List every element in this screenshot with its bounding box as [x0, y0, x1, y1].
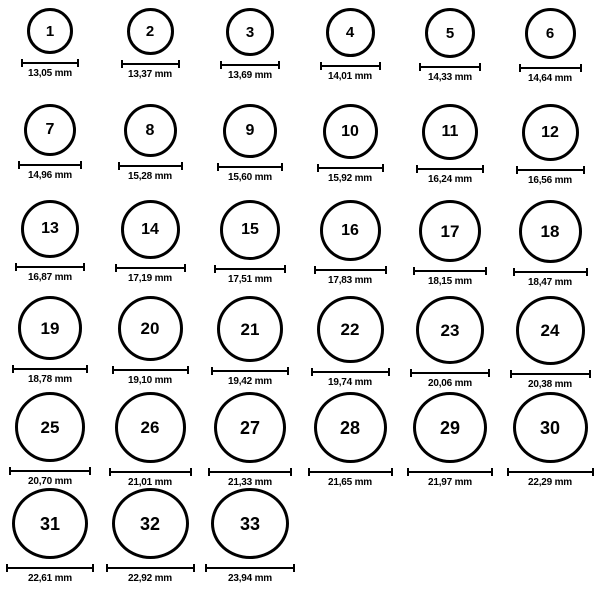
ring-diameter-label: 22,92 mm: [128, 573, 172, 584]
ring-size-number: 9: [245, 122, 255, 139]
ring-circle: [118, 296, 183, 361]
ring-size-number: 12: [541, 123, 559, 141]
ring-size-cell[interactable]: [300, 8, 400, 104]
caliper-tick-right: [278, 61, 280, 69]
caliper-tick-right: [388, 368, 390, 376]
ring-size-number: 10: [341, 122, 359, 140]
ring-circle: [217, 296, 283, 362]
caliper-tick-left: [519, 64, 521, 72]
caliper-tick-left: [106, 564, 108, 572]
caliper-tick-right: [580, 64, 582, 72]
diameter-caliper-icon: [208, 468, 292, 475]
caliper-bar: [18, 164, 82, 166]
diameter-caliper-icon: [416, 165, 484, 172]
caliper-tick-right: [178, 60, 180, 68]
ring-diameter-label: 21,01 mm: [128, 477, 172, 488]
ring-circle: [211, 488, 289, 559]
ring-diameter-label: 19,42 mm: [228, 376, 272, 387]
ring-measure: [121, 60, 180, 80]
caliper-tick-left: [419, 63, 421, 71]
caliper-tick-right: [488, 369, 490, 377]
caliper-tick-left: [407, 468, 409, 476]
caliper-tick-left: [314, 266, 316, 274]
ring-circle: [223, 104, 277, 158]
ring-circle: [525, 8, 576, 59]
caliper-tick-left: [317, 164, 319, 172]
ring-measure: [510, 370, 591, 390]
diameter-caliper-icon: [9, 467, 91, 474]
ring-measure: [519, 64, 582, 84]
ring-diameter-label: 15,28 mm: [128, 171, 172, 182]
ring-size-number: 4: [345, 24, 355, 41]
ring-circle: [121, 200, 180, 259]
ring-size-cell[interactable]: [400, 200, 500, 296]
ring-size-cell[interactable]: [200, 296, 300, 392]
ring-size-number: 29: [439, 417, 461, 438]
ring-size-number: 26: [140, 418, 160, 437]
ring-measure: [220, 61, 280, 81]
ring-measure: [18, 161, 82, 181]
ring-circle: [27, 8, 73, 54]
diameter-caliper-icon: [320, 62, 381, 69]
caliper-tick-left: [516, 166, 518, 174]
diameter-caliper-icon: [513, 268, 588, 275]
ring-size-number: 30: [539, 417, 561, 438]
ring-size-number: 31: [39, 513, 61, 534]
ring-size-number: 18: [540, 222, 560, 241]
ring-measure: [12, 365, 88, 385]
caliper-tick-left: [308, 468, 310, 476]
caliper-tick-right: [290, 468, 292, 476]
diameter-caliper-icon: [308, 468, 393, 475]
ring-diameter-label: 13,37 mm: [128, 69, 172, 80]
caliper-bar: [314, 269, 387, 271]
diameter-caliper-icon: [317, 164, 384, 171]
ring-size-number: 33: [239, 513, 261, 534]
ring-diameter-label: 16,24 mm: [428, 174, 472, 185]
ring-measure: [211, 367, 289, 387]
ring-size-number: 5: [445, 24, 455, 42]
ring-size-cell[interactable]: [300, 104, 400, 200]
ring-size-number: 7: [45, 121, 55, 138]
caliper-tick-right: [284, 265, 286, 273]
caliper-bar: [15, 266, 85, 268]
ring-diameter-label: 20,70 mm: [28, 476, 72, 487]
caliper-bar: [513, 271, 588, 273]
diameter-caliper-icon: [410, 369, 490, 376]
ring-size-cell[interactable]: [400, 104, 500, 200]
ring-diameter-label: 14,01 mm: [328, 71, 372, 82]
ring-circle: [425, 8, 475, 58]
ring-diameter-label: 17,83 mm: [328, 275, 372, 286]
caliper-tick-right: [491, 468, 493, 476]
ring-size-number: 11: [441, 123, 459, 140]
diameter-caliper-icon: [121, 60, 180, 67]
ring-size-number: 14: [141, 220, 159, 238]
ring-diameter-label: 21,65 mm: [328, 477, 372, 488]
caliper-tick-left: [413, 267, 415, 275]
ring-measure: [15, 263, 85, 283]
ring-size-cell[interactable]: [200, 8, 300, 104]
ring-size-cell[interactable]: [100, 200, 200, 296]
ring-circle: [12, 488, 88, 559]
caliper-tick-left: [118, 162, 120, 170]
caliper-tick-left: [220, 61, 222, 69]
caliper-tick-right: [80, 161, 82, 169]
ring-diameter-label: 15,92 mm: [328, 173, 372, 184]
diameter-caliper-icon: [311, 368, 390, 375]
caliper-bar: [211, 370, 289, 372]
ring-circle: [320, 200, 381, 261]
ring-size-cell[interactable]: [200, 488, 300, 584]
caliper-bar: [121, 63, 180, 65]
caliper-tick-left: [205, 564, 207, 572]
caliper-bar: [507, 471, 594, 473]
ring-size-cell[interactable]: [100, 488, 200, 584]
ring-size-number: 32: [139, 513, 161, 534]
caliper-tick-right: [83, 263, 85, 271]
ring-measure: [106, 564, 195, 584]
caliper-tick-right: [187, 366, 189, 374]
caliper-tick-right: [586, 268, 588, 276]
diameter-caliper-icon: [413, 267, 487, 274]
caliper-bar: [220, 64, 280, 66]
caliper-tick-left: [513, 268, 515, 276]
ring-diameter-label: 18,47 mm: [528, 277, 572, 288]
caliper-tick-left: [510, 370, 512, 378]
caliper-bar: [317, 167, 384, 169]
ring-size-number: 28: [339, 417, 361, 438]
ring-measure: [314, 266, 387, 286]
ring-size-number: 19: [40, 318, 60, 338]
diameter-caliper-icon: [106, 564, 195, 571]
ring-circle: [422, 104, 478, 160]
caliper-bar: [510, 373, 591, 375]
caliper-tick-right: [86, 365, 88, 373]
ring-size-number: 20: [140, 319, 160, 338]
ring-size-cell[interactable]: [0, 488, 100, 584]
ring-circle: [519, 200, 582, 263]
diameter-caliper-icon: [15, 263, 85, 270]
diameter-caliper-icon: [18, 161, 82, 168]
ring-size-number: 17: [440, 221, 460, 241]
ring-diameter-label: 14,96 mm: [28, 170, 72, 181]
ring-circle: [226, 8, 274, 56]
ring-diameter-label: 16,87 mm: [28, 272, 72, 283]
caliper-tick-right: [181, 162, 183, 170]
ring-measure: [21, 59, 79, 79]
ring-size-cell[interactable]: [200, 104, 300, 200]
diameter-caliper-icon: [419, 63, 481, 70]
caliper-tick-left: [507, 468, 509, 476]
ring-circle: [317, 296, 384, 363]
ring-size-cell[interactable]: [500, 296, 600, 392]
ring-measure: [410, 369, 490, 389]
caliper-tick-right: [592, 468, 594, 476]
ring-measure: [413, 267, 487, 287]
ring-size-cell[interactable]: [400, 296, 500, 392]
caliper-tick-right: [385, 266, 387, 274]
ring-circle: [18, 296, 82, 360]
ring-diameter-label: 18,78 mm: [28, 374, 72, 385]
caliper-tick-left: [6, 564, 8, 572]
caliper-bar: [112, 369, 189, 371]
ring-size-cell[interactable]: [400, 8, 500, 104]
caliper-tick-left: [9, 467, 11, 475]
caliper-tick-right: [482, 165, 484, 173]
diameter-caliper-icon: [510, 370, 591, 377]
caliper-tick-right: [281, 163, 283, 171]
caliper-tick-right: [193, 564, 195, 572]
caliper-tick-left: [12, 365, 14, 373]
caliper-bar: [519, 67, 582, 69]
ring-measure: [205, 564, 295, 584]
ring-measure: [9, 467, 91, 487]
caliper-bar: [413, 270, 487, 272]
caliper-tick-left: [320, 62, 322, 70]
caliper-bar: [118, 165, 183, 167]
ring-size-number: 23: [440, 320, 460, 340]
ring-diameter-label: 15,60 mm: [228, 172, 272, 183]
caliper-bar: [311, 371, 390, 373]
ring-diameter-label: 22,29 mm: [528, 477, 572, 488]
ring-diameter-label: 13,05 mm: [28, 68, 72, 79]
caliper-tick-left: [15, 263, 17, 271]
diameter-caliper-icon: [314, 266, 387, 273]
ring-size-cell[interactable]: [200, 200, 300, 296]
caliper-tick-right: [190, 468, 192, 476]
ring-circle: [413, 392, 487, 463]
caliper-bar: [214, 268, 286, 270]
ring-measure: [311, 368, 390, 388]
ring-diameter-label: 21,97 mm: [428, 477, 472, 488]
caliper-tick-right: [89, 467, 91, 475]
ring-measure: [513, 268, 588, 288]
ring-size-cell[interactable]: [300, 392, 400, 488]
caliper-tick-right: [382, 164, 384, 172]
caliper-tick-left: [211, 367, 213, 375]
caliper-tick-right: [391, 468, 393, 476]
ring-circle: [21, 200, 79, 258]
ring-circle: [326, 8, 375, 57]
caliper-bar: [208, 471, 292, 473]
ring-size-cell[interactable]: [0, 8, 100, 104]
ring-diameter-label: 23,94 mm: [228, 573, 272, 584]
ring-circle: [124, 104, 177, 157]
ring-size-number: 24: [540, 321, 560, 340]
caliper-tick-left: [18, 161, 20, 169]
caliper-tick-right: [379, 62, 381, 70]
ring-size-cell[interactable]: [100, 296, 200, 392]
ring-size-number: 1: [45, 22, 55, 40]
ring-size-number: 22: [340, 320, 360, 339]
ring-circle: [416, 296, 484, 364]
caliper-tick-left: [208, 468, 210, 476]
caliper-tick-left: [21, 59, 23, 67]
caliper-tick-left: [410, 369, 412, 377]
caliper-bar: [9, 470, 91, 472]
ring-measure: [507, 468, 594, 488]
ring-size-cell[interactable]: [400, 392, 500, 488]
ring-measure: [6, 564, 94, 584]
caliper-tick-left: [416, 165, 418, 173]
ring-circle: [323, 104, 378, 159]
ring-measure: [407, 468, 493, 488]
ring-size-number: 25: [40, 417, 60, 437]
ring-circle: [522, 104, 579, 161]
caliper-bar: [419, 66, 481, 68]
diameter-caliper-icon: [118, 162, 183, 169]
ring-size-number: 2: [145, 23, 155, 40]
ring-size-cell[interactable]: [0, 104, 100, 200]
ring-measure: [112, 366, 189, 386]
ring-circle: [513, 392, 588, 463]
ring-size-number: 15: [241, 221, 259, 238]
ring-circle: [24, 104, 76, 156]
ring-size-cell[interactable]: [500, 8, 600, 104]
ring-measure: [214, 265, 286, 285]
caliper-bar: [115, 267, 186, 269]
ring-size-cell[interactable]: [200, 392, 300, 488]
ring-measure: [118, 162, 183, 182]
ring-measure: [416, 165, 484, 185]
diameter-caliper-icon: [220, 61, 280, 68]
ring-diameter-label: 19,10 mm: [128, 375, 172, 386]
ring-size-number: 8: [145, 121, 155, 139]
diameter-caliper-icon: [407, 468, 493, 475]
diameter-caliper-icon: [109, 468, 192, 475]
ring-diameter-label: 17,51 mm: [228, 274, 272, 285]
ring-size-cell[interactable]: [0, 296, 100, 392]
caliper-tick-right: [184, 264, 186, 272]
diameter-caliper-icon: [115, 264, 186, 271]
caliper-tick-right: [589, 370, 591, 378]
diameter-caliper-icon: [214, 265, 286, 272]
ring-diameter-label: 13,69 mm: [228, 70, 272, 81]
ring-diameter-label: 14,64 mm: [528, 73, 572, 84]
ring-size-cell[interactable]: [0, 200, 100, 296]
caliper-bar: [109, 471, 192, 473]
caliper-bar: [407, 471, 493, 473]
ring-diameter-label: 17,19 mm: [128, 273, 172, 284]
caliper-tick-left: [121, 60, 123, 68]
caliper-bar: [217, 166, 283, 168]
ring-measure: [208, 468, 292, 488]
ring-circle: [127, 8, 174, 55]
caliper-bar: [320, 65, 381, 67]
ring-size-cell[interactable]: [100, 392, 200, 488]
diameter-caliper-icon: [12, 365, 88, 372]
ring-circle: [220, 200, 280, 260]
ring-circle: [314, 392, 387, 463]
caliper-tick-left: [112, 366, 114, 374]
ring-measure: [516, 166, 585, 186]
caliper-bar: [21, 62, 79, 64]
caliper-tick-right: [92, 564, 94, 572]
ring-diameter-label: 22,61 mm: [28, 573, 72, 584]
ring-diameter-label: 18,15 mm: [428, 276, 472, 287]
caliper-bar: [516, 169, 585, 171]
caliper-tick-right: [287, 367, 289, 375]
caliper-bar: [308, 471, 393, 473]
caliper-tick-left: [217, 163, 219, 171]
ring-measure: [419, 63, 481, 83]
caliper-bar: [106, 567, 195, 569]
ring-size-number: 27: [239, 417, 261, 438]
ring-diameter-label: 16,56 mm: [528, 175, 572, 186]
ring-size-number: 16: [341, 221, 359, 239]
caliper-tick-right: [485, 267, 487, 275]
ring-size-number: 3: [245, 23, 255, 41]
ring-size-cell[interactable]: [100, 104, 200, 200]
caliper-bar: [12, 368, 88, 370]
ring-circle: [214, 392, 286, 463]
ring-diameter-label: 20,06 mm: [428, 378, 472, 389]
ring-size-number: 6: [545, 25, 555, 42]
ring-size-cell[interactable]: [500, 104, 600, 200]
ring-size-cell[interactable]: [300, 296, 400, 392]
ring-size-cell[interactable]: [500, 392, 600, 488]
ring-measure: [217, 163, 283, 183]
diameter-caliper-icon: [112, 366, 189, 373]
caliper-bar: [416, 168, 484, 170]
ring-measure: [115, 264, 186, 284]
ring-circle: [115, 392, 186, 463]
diameter-caliper-icon: [6, 564, 94, 571]
ring-measure: [308, 468, 393, 488]
ring-diameter-label: 19,74 mm: [328, 377, 372, 388]
caliper-tick-right: [479, 63, 481, 71]
caliper-tick-left: [115, 264, 117, 272]
ring-measure: [317, 164, 384, 184]
caliper-tick-left: [311, 368, 313, 376]
diameter-caliper-icon: [211, 367, 289, 374]
ring-size-cell[interactable]: [0, 392, 100, 488]
ring-size-number: 21: [240, 319, 260, 339]
diameter-caliper-icon: [516, 166, 585, 173]
ring-circle: [15, 392, 85, 462]
ring-circle: [112, 488, 189, 559]
ring-measure: [109, 468, 192, 488]
diameter-caliper-icon: [507, 468, 594, 475]
diameter-caliper-icon: [519, 64, 582, 71]
caliper-tick-right: [77, 59, 79, 67]
ring-measure: [320, 62, 381, 82]
ring-size-number: 13: [41, 220, 59, 237]
caliper-tick-right: [583, 166, 585, 174]
ring-size-cell[interactable]: [500, 200, 600, 296]
ring-circle: [419, 200, 481, 262]
ring-size-cell[interactable]: [300, 200, 400, 296]
caliper-tick-left: [214, 265, 216, 273]
caliper-tick-left: [109, 468, 111, 476]
diameter-caliper-icon: [205, 564, 295, 571]
caliper-tick-right: [293, 564, 295, 572]
ring-diameter-label: 14,33 mm: [428, 72, 472, 83]
ring-circle: [516, 296, 585, 365]
ring-size-cell[interactable]: [100, 8, 200, 104]
caliper-bar: [6, 567, 94, 569]
caliper-bar: [410, 372, 490, 374]
ring-diameter-label: 21,33 mm: [228, 477, 272, 488]
caliper-bar: [205, 567, 295, 569]
diameter-caliper-icon: [217, 163, 283, 170]
diameter-caliper-icon: [21, 59, 79, 66]
ring-diameter-label: 20,38 mm: [528, 379, 572, 390]
